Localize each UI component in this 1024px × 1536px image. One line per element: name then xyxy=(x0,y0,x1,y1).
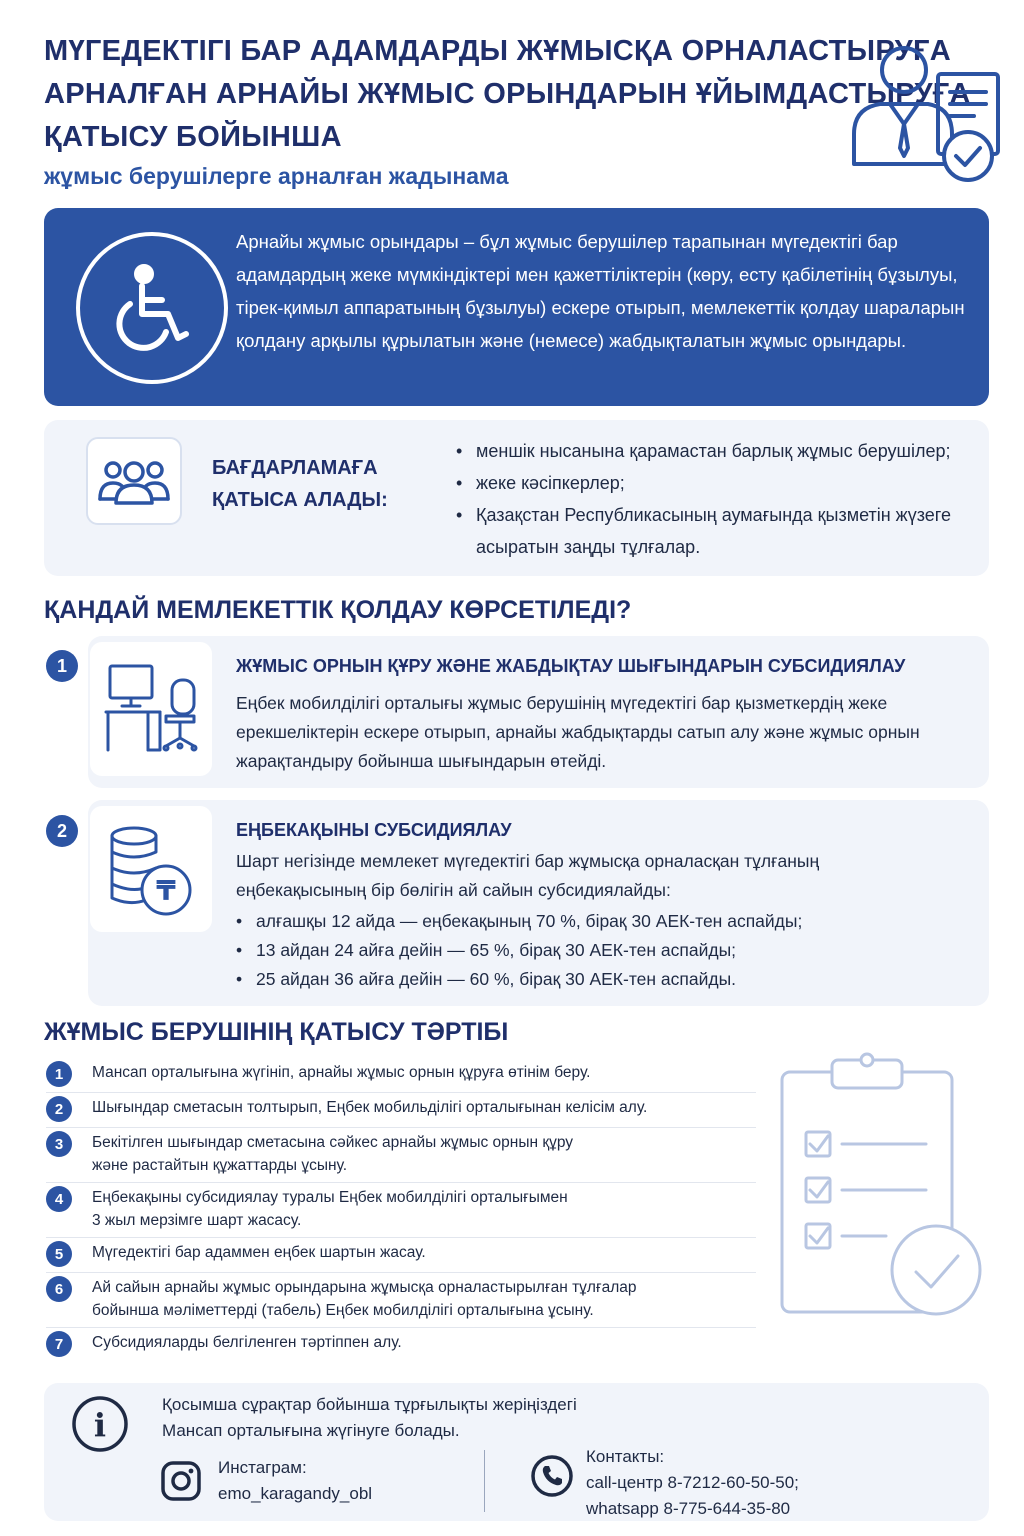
step-number-badge: 4 xyxy=(46,1186,72,1212)
procedure-step xyxy=(46,1273,756,1328)
support-card-2-text: Шарт негізінде мемлекет мүгедектігі бар жұмысқа орналасқан тұлғаның еңбекақысының бір бөлігін ай сайын субсидиялайды: xyxy=(236,851,820,900)
wheelchair-badge xyxy=(76,232,228,384)
procedure-step xyxy=(46,1093,756,1128)
salary-subsidy-item: • алғашқы 12 айда — еңбекақының 70 %, бірақ 30 АЕК-тен аспайды; xyxy=(234,907,934,936)
eligibility-heading-line-1: БАҒДАРЛАМАҒА xyxy=(212,457,378,479)
footer-divider xyxy=(484,1450,485,1512)
group-people-icon xyxy=(88,439,180,523)
step-text xyxy=(92,1276,637,1322)
instagram-block xyxy=(218,1455,372,1507)
eligibility-item: • меншік нысанына қарамастан барлық жұмыс берушілер; xyxy=(454,435,979,467)
definition-text: Арнайы жұмыс орындары – бұл жұмыс берушілер тарапынан мүгедектігі бар адамдардың жеке мүмкіндіктері мен қажеттіліктерін (көру, есту қабілетінің бұзылуы, тірек-қимыл аппаратының бұзылуы) ескере отырып, мемлекеттік қолдау шараларын қолдану арқылы құрылатын және (немесе) жабдықталатын жұмыс орындары. xyxy=(236,231,965,351)
step-text-line: Бекітілген шығындар сметасына сәйкес арнайы жұмыс орнын құру xyxy=(92,1134,574,1151)
step-number-badge: 5 xyxy=(46,1241,72,1267)
step-number-badge: 2 xyxy=(46,815,78,847)
support-card-2-heading: ЕҢБЕКАҚЫНЫ СУБСИДИЯЛАУ xyxy=(236,820,512,840)
info-text xyxy=(162,1392,577,1444)
page-title xyxy=(44,30,971,159)
support-card-1-text: Еңбек мобилділігі орталығы жұмыс берушінің мүгедектігі бар қызметкердің жеке ерекшеліктерін ескере отырып, арнайы жабдықтарды сатып алу және жұмыс орнын жарақтандыру бойынша шығындарын өтейді. xyxy=(236,693,920,771)
instagram-icon[interactable] xyxy=(160,1460,202,1502)
step-number-badge: 3 xyxy=(46,1131,72,1157)
desk-computer-chair-icon xyxy=(90,642,212,776)
title-line-2: АРНАЛҒАН АРНАЙЫ ЖҰМЫС ОРЫНДАРЫН ҰЙЫМДАСТЫРУҒА xyxy=(44,78,971,110)
title-line-3: ҚАТЫСУ БОЙЫНША xyxy=(44,121,342,153)
wheelchair-icon xyxy=(80,236,224,380)
info-text-line: Қосымша сұрақтар бойынша тұрғылықты жеріңіздегі xyxy=(162,1395,577,1414)
procedure-section-title: ЖҰМЫС БЕРУШІНІҢ ҚАТЫСУ ТӘРТІБІ xyxy=(44,1018,509,1046)
salary-subsidy-item: • 13 айдан 24 айға дейін — 65 %, бірақ 30 АЕК-тен аспайды; xyxy=(234,936,934,965)
step-text-line: Еңбекақыны субсидиялау туралы Еңбек мобилділігі орталығымен xyxy=(92,1189,568,1206)
eligibility-item: • Қазақстан Республикасының аумағында қызметін жүзеге асыратын заңды тұлғалар. xyxy=(454,499,979,563)
eligibility-heading xyxy=(212,452,388,516)
salary-subsidy-item: • 25 айдан 36 айға дейін — 60 %, бірақ 30 АЕК-тен аспайды. xyxy=(234,965,934,994)
whatsapp-number[interactable]: whatsapp 8-775-644-35-80 xyxy=(586,1499,791,1518)
title-line-1: МҮГЕДЕКТІГІ БАР АДАМДАРДЫ ЖҰМЫСҚА ОРНАЛАСТЫРУҒА xyxy=(44,35,951,67)
step-text: Мүгедектігі бар адаммен еңбек шартын жасау. xyxy=(92,1244,426,1261)
coins-tenge-icon xyxy=(90,806,212,932)
info-text-line: Мансап орталығына жүгінуге болады. xyxy=(162,1421,460,1440)
procedure-step xyxy=(46,1238,756,1273)
step-text-line: 3 жыл мерзімге шарт жасасу. xyxy=(92,1212,302,1229)
step-number-badge: 7 xyxy=(46,1331,72,1357)
eligibility-item: • жеке кәсіпкерлер; xyxy=(454,467,979,499)
step-text-line: Ай сайын арнайы жұмыс орындарына жұмысқа орналастырылған тұлғалар xyxy=(92,1279,637,1296)
step-text xyxy=(92,1186,568,1232)
tenge-symbol: ₸ xyxy=(156,874,176,907)
procedure-step xyxy=(46,1183,756,1238)
step-text-line: бойынша мәліметтерді (табель) Еңбек мобилділігі орталығына ұсыну. xyxy=(92,1302,594,1319)
eligibility-heading-line-2: ҚАТЫСА АЛАДЫ: xyxy=(212,489,388,511)
workplace-icon-box xyxy=(90,642,212,776)
contacts-block xyxy=(586,1444,799,1522)
instagram-handle[interactable]: emo_karagandy_obl xyxy=(218,1484,373,1503)
employer-document-check-icon xyxy=(846,38,1006,188)
support-section-title: ҚАНДАЙ МЕМЛЕКЕТТІК ҚОЛДАУ КӨРСЕТІЛЕДІ? xyxy=(44,596,632,624)
support-card-1-heading: ЖҰМЫС ОРНЫН ҚҰРУ ЖӘНЕ ЖАБДЫҚТАУ ШЫҒЫНДАРЫН СУБСИДИЯЛАУ xyxy=(236,656,906,676)
procedure-step xyxy=(46,1328,756,1362)
step-text: Субсидияларды белгіленген тәртіппен алу. xyxy=(92,1334,402,1351)
step-text-line: және растайтын құжаттарды ұсыну. xyxy=(92,1157,348,1174)
procedure-step xyxy=(46,1058,756,1093)
clipboard-checklist-icon xyxy=(776,1050,991,1320)
contacts-label: Контакты: xyxy=(586,1447,665,1466)
page-subtitle: жұмыс берушілерге арналған жадынама xyxy=(44,163,509,189)
procedure-step xyxy=(46,1128,756,1183)
phone-icon xyxy=(530,1454,574,1498)
callcenter-number[interactable]: call-центр 8-7212-60-50-50; xyxy=(586,1473,799,1492)
step-text: Мансап орталығына жүгініп, арнайы жұмыс орнын құруға өтінім беру. xyxy=(92,1064,591,1081)
step-text xyxy=(92,1131,573,1177)
step-number-badge: 6 xyxy=(46,1276,72,1302)
procedure-steps xyxy=(46,1058,756,1362)
step-number-badge: 1 xyxy=(46,650,78,682)
info-icon xyxy=(70,1394,130,1454)
step-text: Шығындар сметасын толтырып, Еңбек мобильділігі орталығынан келісім алу. xyxy=(92,1099,648,1116)
step-number-badge: 2 xyxy=(46,1096,72,1122)
salary-subsidy-list xyxy=(234,907,934,994)
eligibility-list xyxy=(454,435,979,563)
instagram-label: Инстаграм: xyxy=(218,1458,307,1477)
step-number-badge: 1 xyxy=(46,1061,72,1087)
participants-icon-box xyxy=(86,437,182,525)
info-glyph: i xyxy=(93,1406,107,1444)
salary-icon-box xyxy=(90,806,212,932)
